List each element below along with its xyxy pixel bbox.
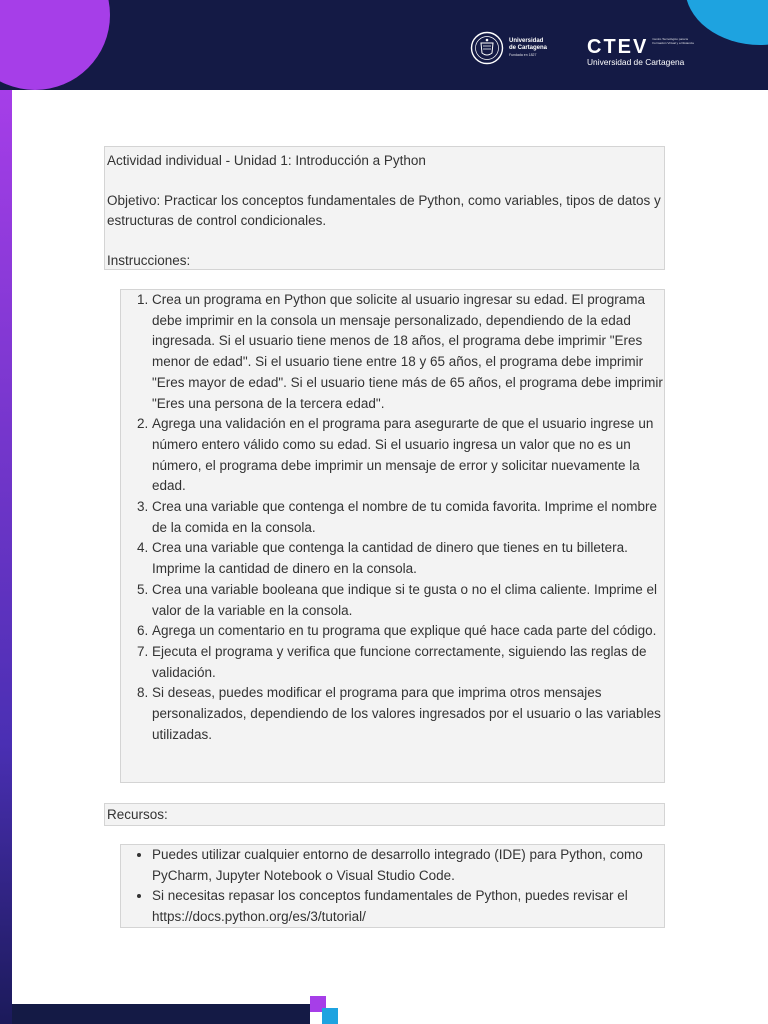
- ctev-logo: [587, 37, 700, 67]
- resources-box: [120, 844, 665, 928]
- instructions-label: Instrucciones:: [107, 253, 191, 268]
- resources-label-box: [104, 803, 665, 826]
- left-gradient-bar: [0, 90, 12, 1024]
- header-banner: [0, 0, 768, 90]
- activity-objective: Objetivo: Practicar los conceptos fundamentales de Python, como variables, tipos de datos y estructuras de control condicionales.: [107, 193, 661, 228]
- activity-title: Actividad individual - Unidad 1: Introducción a Python: [107, 153, 426, 168]
- university-name-line2: de Cartagena: [509, 45, 548, 51]
- instructions-list: [121, 290, 664, 745]
- instruction-item: 2. Agrega una validación en el programa para asegurarte de que el usuario ingrese un número entero válido como su edad. Si el usuario ingresa un valor que no es un número, el programa debe imprimir un mensaje de error y solicitar nuevamente la edad.: [152, 414, 664, 497]
- purple-blob-decoration: [0, 0, 110, 90]
- instruction-item: 1. Crea un programa en Python que solicite al usuario ingresar su edad. El programa debe imprimir en la consola un mensaje personalizado, dependiendo de la edad ingresada. Si el usuario tiene menos de 18 años, el programa debe imprimir "Eres menor de edad". Si el usuario tiene entre 18 y 65 años, el programa debe imprimir "Eres mayor de edad". Si el usuario tiene más de 65 años, el programa debe imprimir "Eres una persona de la tercera edad".: [152, 290, 664, 414]
- activity-intro-box: [104, 146, 665, 270]
- instruction-item: 8. Si deseas, puedes modificar el programa para que imprima otros mensajes personalizados, dependiendo de los valores ingresados por el usuario o las variables utilizadas.: [152, 683, 664, 745]
- instruction-item: 5. Crea una variable booleana que indique si te gusta o no el clima caliente. Imprime el valor de la variable en la consola.: [152, 580, 664, 621]
- university-founded: Fundada en 1827: [509, 53, 537, 57]
- ctev-acronym: CTEV: [587, 36, 649, 58]
- blue-square-decoration: [322, 1008, 338, 1024]
- instruction-item: 4. Crea una variable que contenga la cantidad de dinero que tienes en tu billetera. Imprime la cantidad de dinero en la consola.: [152, 538, 664, 579]
- instruction-item: 7. Ejecuta el programa y verifica que funcione correctamente, siguiendo las reglas de validación.: [152, 642, 664, 683]
- instruction-item: 3. Crea una variable que contenga el nombre de tu comida favorita. Imprime el nombre de la comida en la consola.: [152, 497, 664, 538]
- instructions-box: [120, 289, 665, 783]
- resources-list: [121, 845, 664, 927]
- resource-item-tutorial: • Si necesitas repasar los conceptos fundamentales de Python, puedes revisar el https://docs.python.org/es/3/tutorial/: [152, 886, 664, 927]
- university-logo: [470, 31, 547, 65]
- ctev-tagline: Centro Tecnológico para la Formación Virtual y a Distancia: [652, 37, 694, 45]
- university-name-line1: Universidad: [509, 38, 544, 44]
- resources-label: Recursos:: [107, 807, 168, 822]
- resource-item: • Puedes utilizar cualquier entorno de desarrollo integrado (IDE) para Python, como PyCharm, Jupyter Notebook o Visual Studio Code.: [152, 845, 664, 886]
- bottom-bar: [12, 1004, 310, 1024]
- instruction-item: 6. Agrega un comentario en tu programa que explique qué hace cada parte del código.: [152, 621, 664, 642]
- university-seal-icon: [470, 31, 504, 65]
- ctev-university: Universidad de Cartagena: [587, 57, 685, 67]
